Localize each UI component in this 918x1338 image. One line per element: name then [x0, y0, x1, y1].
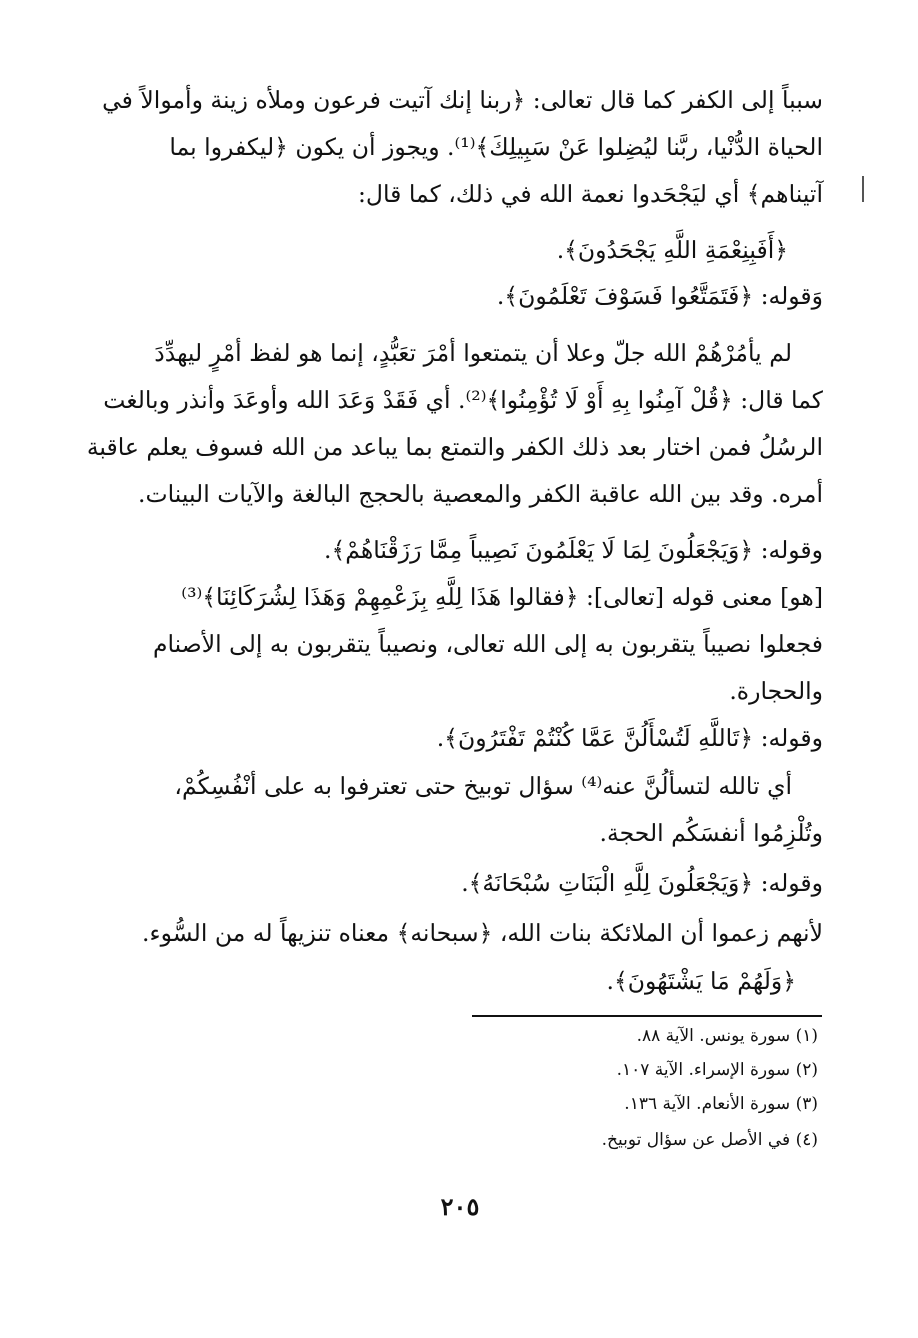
body-line-6: لم يأمُرْهُمْ الله جلّ وعلا أن يتمتعوا أمْرَ تعَبُّدٍ، إنما هو لفظ أمْرٍ ليهدِّدَ — [154, 339, 792, 367]
page-number: ٢٠٥ — [440, 1192, 480, 1221]
verse-line-2: وَقوله: ﴿فَتَمَتَّعُوا فَسَوْفَ تَعْلَمُونَ﴾. — [496, 282, 823, 310]
body-line-13: والحجارة. — [729, 677, 823, 705]
body-line-16: وتُلْزِمُوا أنفسَكُم الحجة. — [599, 819, 823, 847]
body-line-11: [هو] معنى قوله [تعالى]: ﴿فقالوا هَذَا لِلَّهِ بِزَعْمِهِمْ وَهَذَا لِشُرَكَائِنَا﴾⁽³⁾ — [181, 583, 823, 611]
footnote-4: (٤) في الأصل عن سؤال توبيخ. — [601, 1130, 818, 1150]
footnote-1: (١) سورة يونس. الآية ٨٨. — [636, 1026, 818, 1046]
verse-line-1: ﴿أَفَبِنِعْمَةِ اللَّهِ يَجْحَدُونَ﴾. — [556, 236, 788, 264]
body-line-18: لأنهم زعموا أن الملائكة بنات الله، ﴿سبحانه﴾ معناه تنزيهاً له من السُّوء. — [142, 919, 823, 947]
footnote-3: (٣) سورة الأنعام. الآية ١٣٦. — [624, 1094, 818, 1114]
margin-mark — [862, 176, 864, 202]
body-line-9: أمره. وقد بين الله عاقبة الكفر والمعصية بالحجج البالغة والآيات البينات. — [138, 480, 823, 508]
body-line-7: كما قال: ﴿قُلْ آمِنُوا بِهِ أَوْ لَا تُؤْمِنُوا﴾⁽²⁾. أي فَقَدْ وَعَدَ الله وأوعَدَ وأنذر وبالغت — [103, 386, 823, 414]
footnote-2: (٢) سورة الإسراء. الآية ١٠٧. — [616, 1060, 818, 1080]
body-line-14: وقوله: ﴿تَاللَّهِ لَتُسْأَلُنَّ عَمَّا كُنْتُمْ تَفْتَرُونَ﴾. — [436, 724, 823, 752]
body-line-10: وقوله: ﴿وَيَجْعَلُونَ لِمَا لَا يَعْلَمُونَ نَصِيباً مِمَّا رَزَقْنَاهُمْ﴾. — [323, 536, 823, 564]
footnote-divider — [472, 1015, 822, 1017]
body-line-3: آتيناهم﴾ أي ليَجْحَدوا نعمة الله في ذلك، كما قال: — [358, 180, 823, 208]
body-line-8: الرسُلُ فمن اختار بعد ذلك الكفر والتمتع بما يباعد من الله فسوف يعلم عاقبة — [86, 433, 823, 461]
body-line-2: الحياة الدُّنْيا، ربَّنا ليُضِلوا عَنْ سَبِيلِكَ﴾⁽¹⁾. ويجوز أن يكون ﴿ليكفروا بما — [169, 133, 823, 161]
body-line-12: فجعلوا نصيباً يتقربون به إلى الله تعالى، ونصيباً يتقربون به إلى الأصنام — [152, 630, 823, 658]
body-line-1: سبباً إلى الكفر كما قال تعالى: ﴿ربنا إنك آتيت فرعون وملأه زينة وأموالاً في — [102, 86, 823, 114]
body-line-17: وقوله: ﴿وَيَجْعَلُونَ لِلَّهِ الْبَنَاتِ سُبْحَانَهُ﴾. — [461, 869, 823, 897]
body-line-15: أي تالله لتسألُنَّ عنه⁽⁴⁾ سؤال توبيخ حتى تعترفوا به على أنْفُسِكُمْ، — [174, 772, 792, 800]
body-line-19: ﴿وَلَهُمْ مَا يَشْتَهُونَ﴾. — [606, 967, 796, 995]
